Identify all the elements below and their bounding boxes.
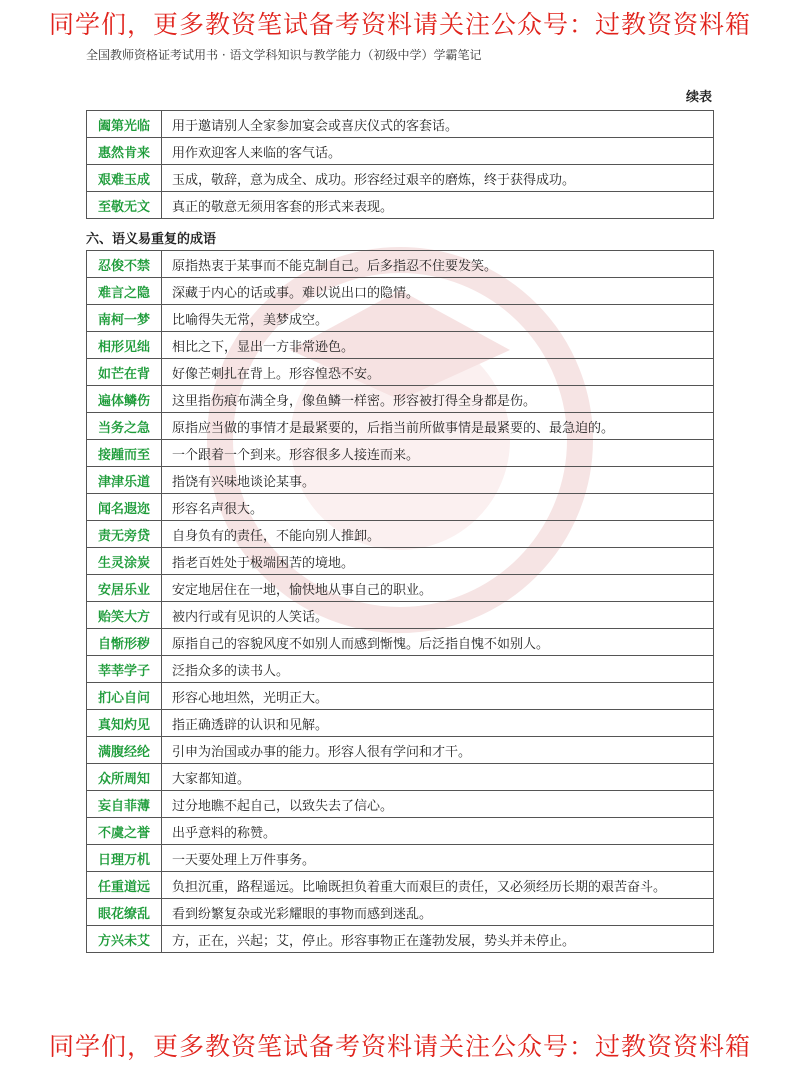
idiom-term: 忍俊不禁 [87,251,162,278]
table-row [87,791,714,818]
table-row [87,872,714,899]
continued-label: 续表 [685,90,712,105]
idiom-term: 阖第光临 [87,111,162,138]
table-row [87,440,714,467]
idiom-term: 贻笑大方 [87,602,162,629]
idiom-table-polite [86,110,714,219]
table-row [87,629,714,656]
idiom-term: 至敬无文 [87,192,162,219]
table-row [87,548,714,575]
table-row [87,192,714,219]
idiom-definition: 形容名声很大。 [162,494,714,521]
idiom-term: 满腹经纶 [87,737,162,764]
idiom-term: 当务之急 [87,413,162,440]
idiom-definition: 用于邀请别人全家参加宴会或喜庆仪式的客套话。 [162,111,714,138]
idiom-term: 真知灼见 [87,710,162,737]
table-row [87,305,714,332]
idiom-definition: 好像芒刺扎在背上。形容惶恐不安。 [162,359,714,386]
table-row [87,764,714,791]
section-title: 六、语义易重复的成语 [86,232,217,247]
idiom-definition: 方，正在，兴起；艾，停止。形容事物正在蓬勃发展，势头并未停止。 [162,926,714,953]
table-row [87,359,714,386]
idiom-term: 津津乐道 [87,467,162,494]
idiom-term: 接踵而至 [87,440,162,467]
table-row [87,251,714,278]
idiom-term: 难言之隐 [87,278,162,305]
idiom-term: 闻名遐迩 [87,494,162,521]
idiom-definition: 这里指伤痕布满全身，像鱼鳞一样密。形容被打得全身都是伤。 [162,386,714,413]
idiom-definition: 指老百姓处于极端困苦的境地。 [162,548,714,575]
promo-banner-top: 同学们，更多教资笔试备考资料请关注公众号：过教资资料箱 [48,10,751,39]
table-row [87,413,714,440]
table-row [87,926,714,953]
idiom-term: 任重道远 [87,872,162,899]
idiom-definition: 原指应当做的事情才是最紧要的，后指当前所做事情是最紧要的、最急迫的。 [162,413,714,440]
table-row [87,467,714,494]
idiom-term: 遍体鳞伤 [87,386,162,413]
table-row [87,602,714,629]
idiom-definition: 过分地瞧不起自己，以致失去了信心。 [162,791,714,818]
idiom-definition: 看到纷繁复杂或光彩耀眼的事物而感到迷乱。 [162,899,714,926]
idiom-definition: 用作欢迎客人来临的客气话。 [162,138,714,165]
idiom-term: 众所周知 [87,764,162,791]
idiom-definition: 玉成，敬辞，意为成全、成功。形容经过艰辛的磨炼，终于获得成功。 [162,165,714,192]
table-row [87,845,714,872]
promo-banner-bottom: 同学们，更多教资笔试备考资料请关注公众号：过教资资料箱 [48,1032,751,1061]
idiom-term: 南柯一梦 [87,305,162,332]
idiom-term: 如芒在背 [87,359,162,386]
idiom-definition: 负担沉重，路程遥远。比喻既担负着重大而艰巨的责任，又必须经历长期的艰苦奋斗。 [162,872,714,899]
idiom-definition: 安定地居住在一地，愉快地从事自己的职业。 [162,575,714,602]
idiom-definition: 出乎意料的称赞。 [162,818,714,845]
idiom-term: 日理万机 [87,845,162,872]
idiom-definition: 泛指众多的读书人。 [162,656,714,683]
idiom-definition: 形容心地坦然，光明正大。 [162,683,714,710]
table-row [87,165,714,192]
idiom-term: 自惭形秽 [87,629,162,656]
idiom-term: 艰难玉成 [87,165,162,192]
idiom-term: 惠然肯来 [87,138,162,165]
idiom-definition: 原指热衷于某事而不能克制自己。后多指忍不住要发笑。 [162,251,714,278]
idiom-definition: 比喻得失无常，美梦成空。 [162,305,714,332]
idiom-term: 生灵涂炭 [87,548,162,575]
idiom-term: 眼花缭乱 [87,899,162,926]
table-row [87,899,714,926]
idiom-term: 方兴未艾 [87,926,162,953]
table-row [87,710,714,737]
idiom-definition: 真正的敬意无须用客套的形式来表现。 [162,192,714,219]
table-row [87,656,714,683]
idiom-term: 责无旁贷 [87,521,162,548]
table-row [87,386,714,413]
idiom-definition: 一天要处理上万件事务。 [162,845,714,872]
idiom-definition: 原指自己的容貌风度不如别人而感到惭愧。后泛指自愧不如别人。 [162,629,714,656]
idiom-definition: 引申为治国或办事的能力。形容人很有学问和才干。 [162,737,714,764]
idiom-table-redundant [86,250,714,953]
idiom-definition: 自身负有的责任，不能向别人推卸。 [162,521,714,548]
idiom-term: 莘莘学子 [87,656,162,683]
idiom-definition: 指正确透辟的认识和见解。 [162,710,714,737]
idiom-term: 妄自菲薄 [87,791,162,818]
table-row [87,683,714,710]
table-row [87,494,714,521]
idiom-term: 不虞之誉 [87,818,162,845]
table-row [87,575,714,602]
table-row [87,818,714,845]
idiom-definition: 大家都知道。 [162,764,714,791]
book-subtitle: 全国教师资格证考试用书 · 语文学科知识与教学能力（初级中学）学霸笔记 [86,48,482,62]
table-row [87,138,714,165]
table-row [87,521,714,548]
table-row [87,278,714,305]
idiom-definition: 一个跟着一个到来。形容很多人接连而来。 [162,440,714,467]
idiom-term: 安居乐业 [87,575,162,602]
idiom-definition: 深藏于内心的话或事。难以说出口的隐情。 [162,278,714,305]
idiom-definition: 指饶有兴味地谈论某事。 [162,467,714,494]
table-row [87,111,714,138]
idiom-definition: 被内行或有见识的人笑话。 [162,602,714,629]
idiom-term: 扪心自问 [87,683,162,710]
table-row [87,332,714,359]
idiom-definition: 相比之下，显出一方非常逊色。 [162,332,714,359]
idiom-term: 相形见绌 [87,332,162,359]
table-row [87,737,714,764]
